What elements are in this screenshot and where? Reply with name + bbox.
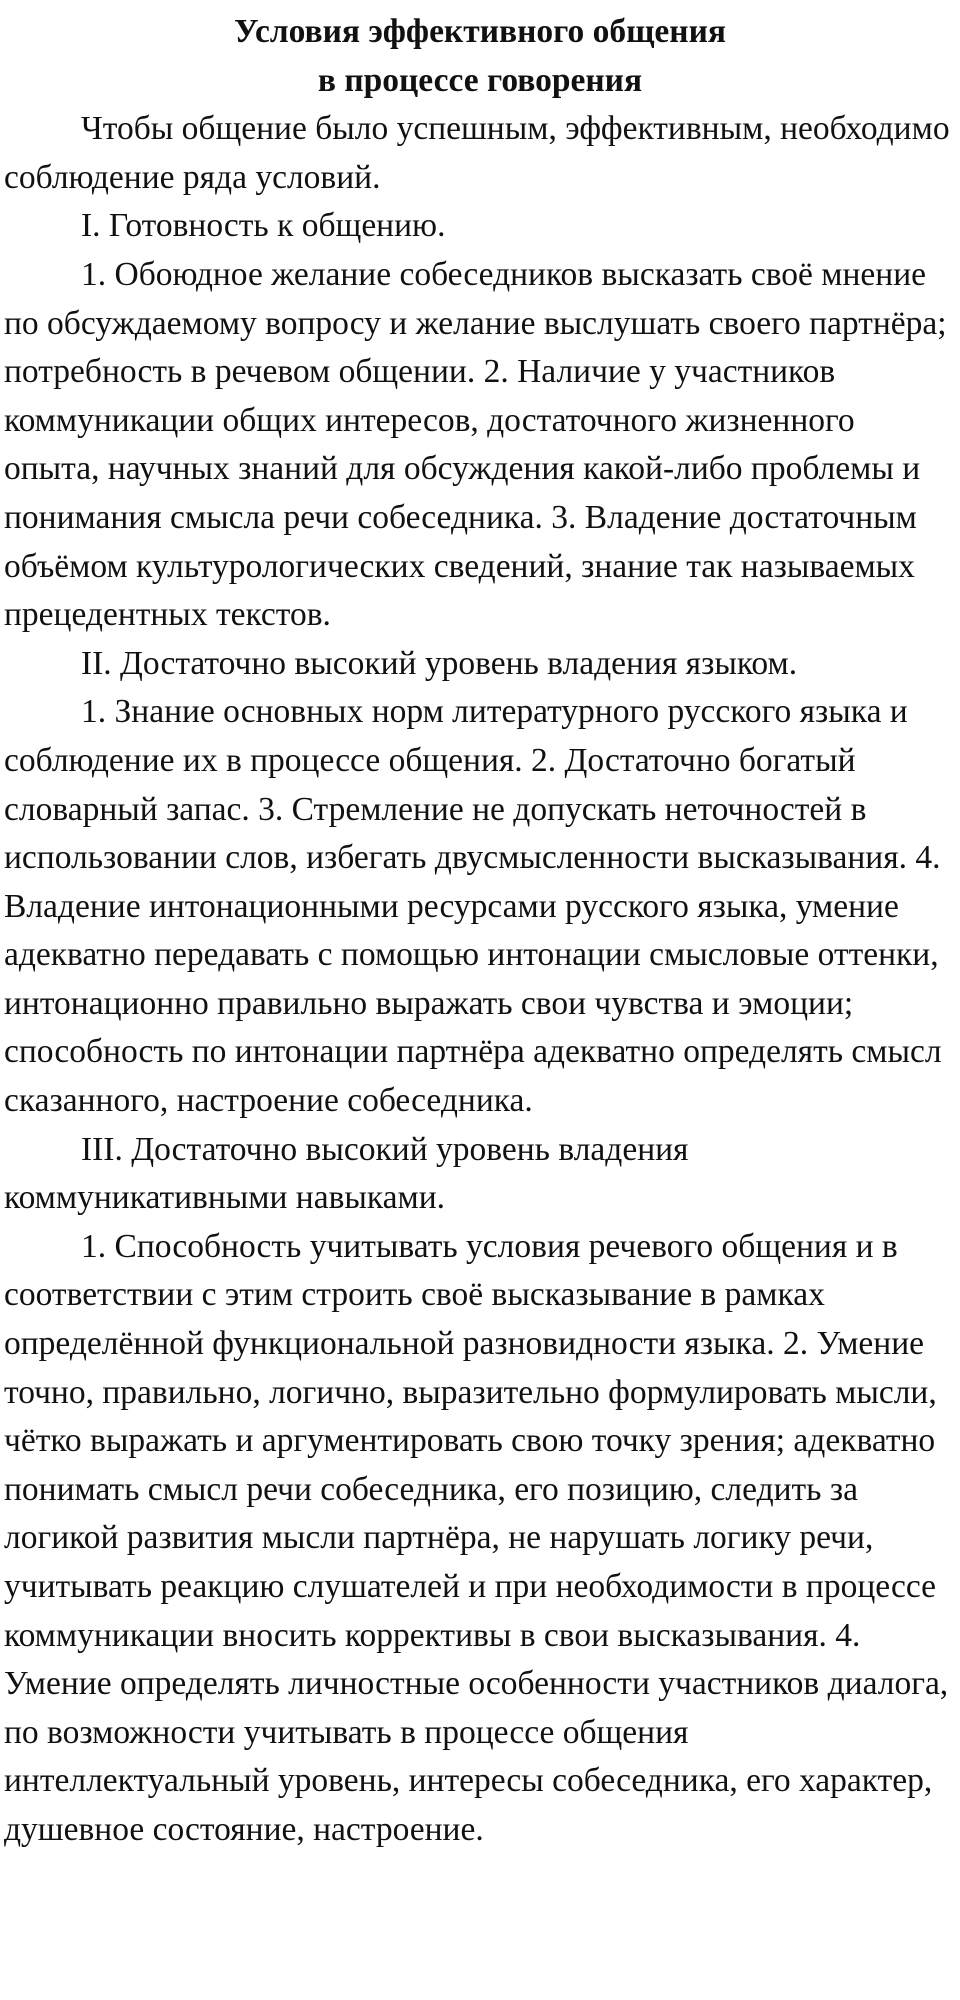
title-line: Условия эффективного общения bbox=[233, 13, 727, 50]
document-title bbox=[4, 8, 956, 105]
section-body-3: 1. Способность учитывать условия речевого общения и в соответствии с этим строить своё высказывание в рамках определённой функциональной разновидности языка. 2. Умение точно, правильно, логично, выразительно формулировать мысли, чётко выражать и аргументировать свою точку зрения; адекватно понимать смысл речи собеседника, его позицию, следить за логикой развития мысли партнёра, не нарушать логику речи, учитывать реакцию слушателей и при необходимости в процессе коммуникации вносить коррективы в свои высказывания. 4. Умение определять личностные особенности участников диалога, по возможности учитывать в процессе общения интеллектуальный уровень, интересы собеседника, его характер, душевное состояние, настроение. bbox=[4, 1227, 949, 1848]
section-heading-3: III. Достаточно высокий уровень владения коммуникативными навыками. bbox=[4, 1130, 689, 1217]
section-heading-2: II. Достаточно высокий уровень владения языком. bbox=[81, 644, 798, 682]
section-heading-1: I. Готовность к общению. bbox=[81, 207, 446, 245]
section-body-2: 1. Знание основных норм литературного русского языка и соблюдение их в процессе общения. 2. Достаточно богатый словарный запас. 3. Стремление не допускать неточностей в использовании слов, избегать двусмысленности высказывания. 4. Владение интонационными ресурсами русского языка, умение адекватно передавать с помощью интонации смысловые оттенки, интонационно правильно выражать свои чувства и эмоции; способность по интонации партнёра адекватно определять смысл сказанного, настроение собеседника. bbox=[4, 693, 942, 1120]
intro-paragraph: Чтобы общение было успешным, эффективным, необходимо соблюдение ряда условий. bbox=[4, 110, 950, 196]
section-body-1: 1. Обоюдное желание собеседников высказать своё мнение по обсуждаемому вопросу и желание выслушать своего партнёра; потребность в речевом общении. 2. Наличие у участников коммуникации общих интересов, достаточного жизненного опыта, научных знаний для обсуждения какой-либо проблемы и понимания смысла речи собеседника. 3. Владение достаточным объёмом культурологических сведений, знание так называемых прецедентных текстов. bbox=[4, 255, 947, 634]
title-line: в процессе говорения bbox=[317, 61, 643, 99]
